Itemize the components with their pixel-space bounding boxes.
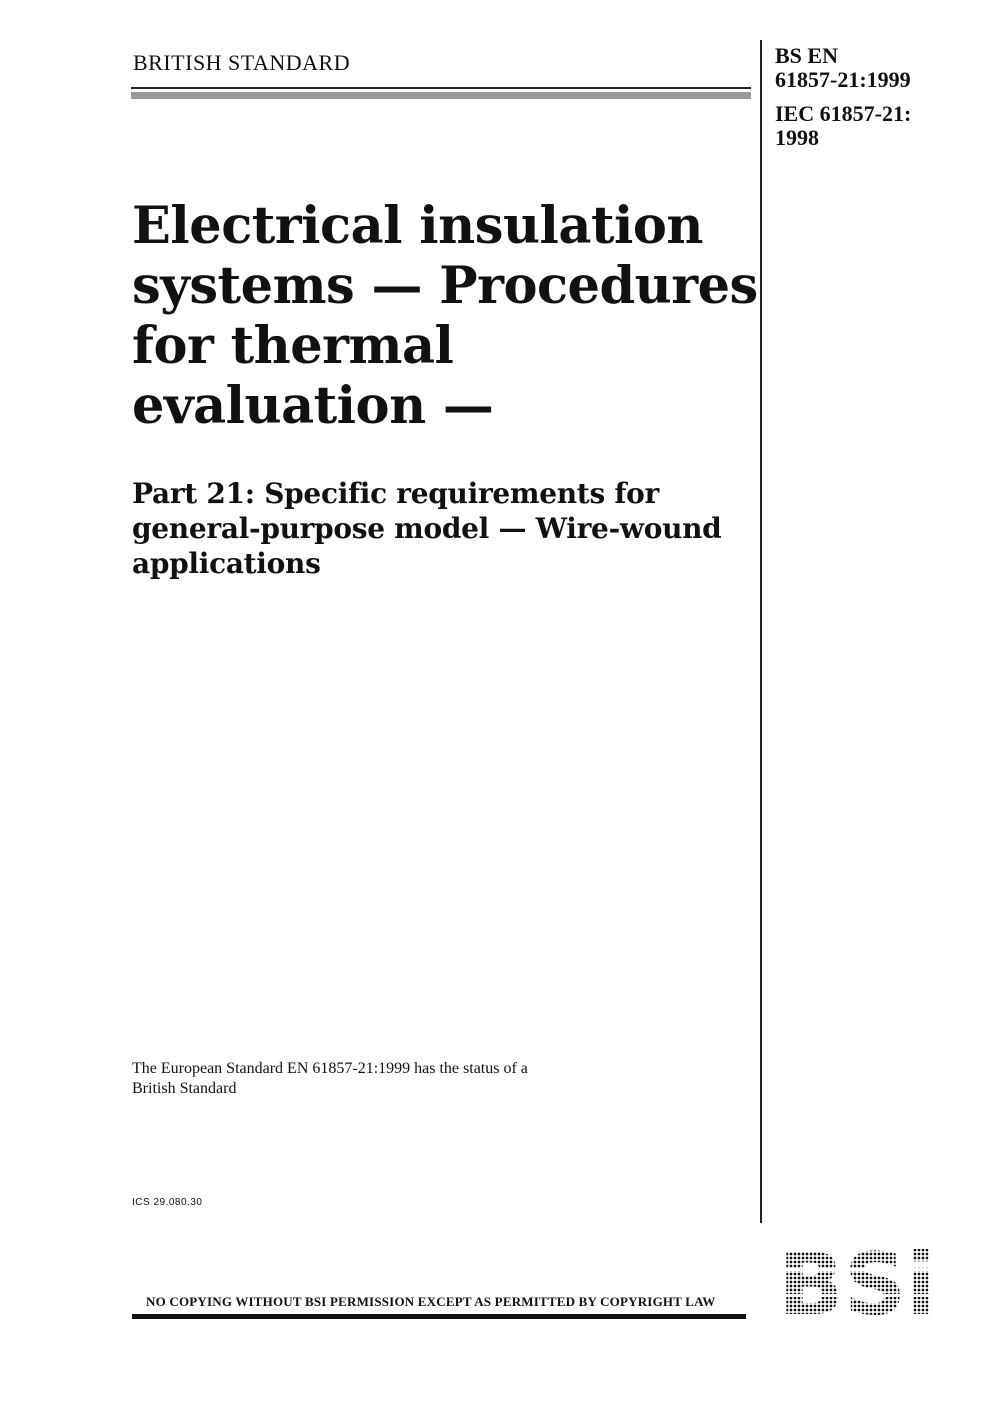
standard-number-line: 1998 [775, 125, 819, 150]
title-line: evaluation — [132, 376, 494, 436]
document-title [132, 196, 758, 436]
standard-number-line: IEC 61857-21: [775, 101, 912, 126]
copyright-notice: NO COPYING WITHOUT BSI PERMISSION EXCEPT AS PERMITTED BY COPYRIGHT LAW [146, 1294, 716, 1309]
subtitle-line: Part 21: Specific requirements for [132, 477, 659, 510]
header-rule-shaded [131, 92, 751, 99]
subtitle-line: applications [132, 547, 321, 580]
status-line: British Standard [132, 1080, 237, 1097]
bsi-logo-icon [769, 1244, 945, 1322]
title-line: Electrical insulation [132, 196, 703, 256]
document-subtitle [132, 476, 752, 581]
vertical-divider [760, 40, 762, 1223]
brand-label: BRITISH STANDARD [133, 50, 351, 75]
subtitle-line: general-purpose model — Wire-wound [132, 512, 722, 545]
footer-rule [132, 1314, 746, 1319]
title-line: for thermal [132, 316, 454, 376]
status-line: The European Standard EN 61857-21:1999 has the status of a [132, 1060, 528, 1077]
ics-code: ICS 29.080.30 [132, 1197, 203, 1208]
header-rule [131, 87, 751, 89]
title-line: systems — Procedures [132, 256, 758, 316]
standard-number-line: 61857-21:1999 [775, 67, 911, 92]
status-statement [132, 1059, 528, 1099]
standard-number-block [775, 44, 911, 150]
standard-number-line: BS EN [775, 43, 838, 68]
